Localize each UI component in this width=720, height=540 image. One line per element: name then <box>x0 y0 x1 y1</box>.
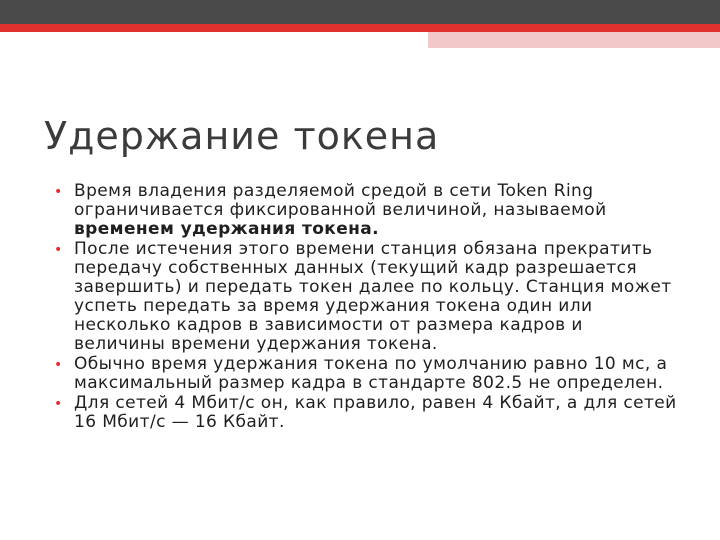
red-accent-stripe <box>0 24 720 32</box>
top-header-bar <box>0 0 720 24</box>
bullet-marker-icon: • <box>54 242 63 258</box>
bullet-text: Для сетей 4 Мбит/с он, как правило, равен 4 Кбайт, а для сетей 16 Мбит/с — 16 Кбайт. <box>74 393 677 432</box>
bullet-marker-icon: • <box>54 357 63 373</box>
bullet-list <box>54 182 678 433</box>
bullet-marker-icon: • <box>54 184 63 200</box>
bullet-item <box>54 240 678 354</box>
slide-title: Удержание токена <box>44 114 440 158</box>
pink-accent-stripe <box>428 32 720 48</box>
bullet-marker-icon: • <box>54 396 63 412</box>
bullet-text: После истечения этого времени станция обязана прекратить передачу собственных данных (текущий кадр разрешается завершить) и передать токен далее по кольцу. Станция может успеть передать за время удержания токена один или несколько кадров в зависимости от размера кадров и величины времени удержания токена. <box>74 239 672 354</box>
bullet-text: Время владения разделяемой средой в сети Token Ring ограничивается фиксированной величиной, называемой <box>74 181 607 220</box>
bullet-bold-text: временем удержания токена. <box>74 219 380 239</box>
bullet-item <box>54 355 678 393</box>
bullet-item <box>54 394 678 432</box>
bullet-text: Обычно время удержания токена по умолчанию равно 10 мс, а максимальный размер кадра в стандарте 802.5 не определен. <box>74 354 668 393</box>
bullet-item <box>54 182 678 239</box>
